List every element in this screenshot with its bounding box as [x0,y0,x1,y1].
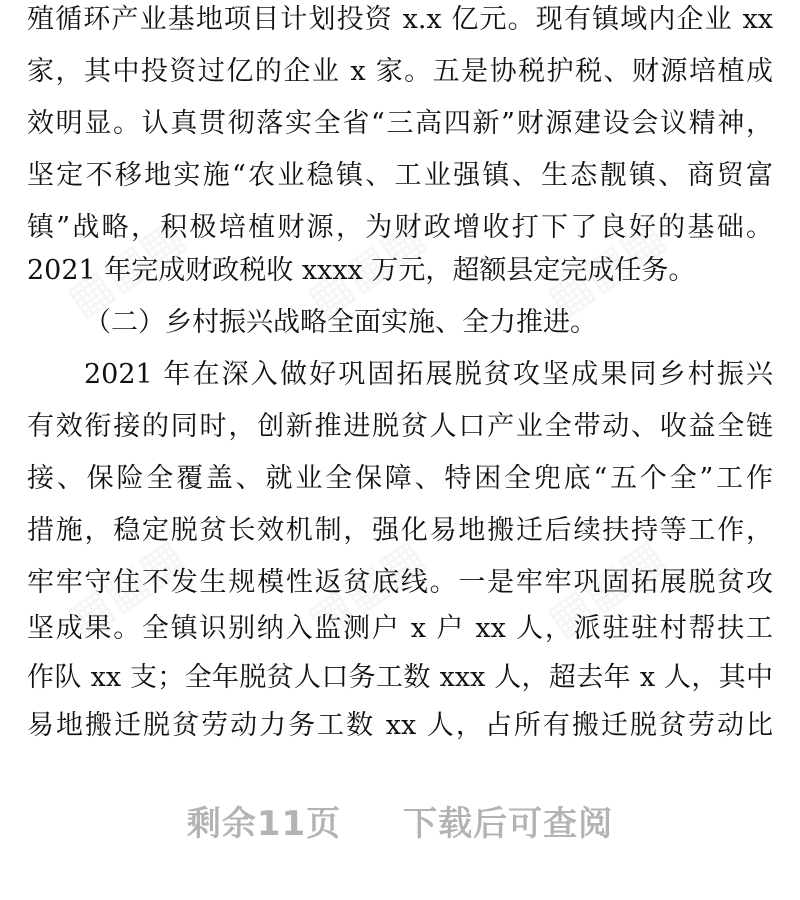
body-text-line: 坚定不移地实施“农业稳镇、工业强镇、生态靓镇、商贸富 [27,160,773,191]
body-text-line: 家，其中投资过亿的企业 x 家。五是协税护税、财源培植成 [27,56,773,87]
section-heading: （二）乡村振兴战略全面实施、全力推进。 [84,307,597,338]
body-text-line: 易地搬迁脱贫劳动力务工数 xx 人，占所有搬迁脱贫劳动比 [27,710,773,741]
body-text-line: 2021 年在深入做好巩固拓展脱贫攻坚成果同乡村振兴 [84,359,773,390]
body-text-line: 接、保险全覆盖、就业全保障、特困全兜底“五个全”工作 [27,463,773,494]
body-text-line: 2021 年完成财政税收 xxxx 万元，超额县定完成任务。 [27,255,696,286]
body-text-line: 镇”战略，积极培植财源，为财政增收打下了良好的基础。 [27,212,773,243]
body-text-line: 措施，稳定脱贫长效机制，强化易地搬迁后续扶持等工作， [27,515,773,546]
body-text-line: 效明显。认真贯彻落实全省“三高四新”财源建设会议精神， [27,108,773,139]
body-text-line: 坚成果。全镇识别纳入监测户 x 户 xx 人，派驻驻村帮扶工 [27,613,773,644]
body-text-line: 殖循环产业基地项目计划投资 x.x 亿元。现有镇域内企业 xx [27,4,773,35]
remaining-pages-label[interactable]: 剩余11页 [186,803,342,844]
body-text-line: 牢牢守住不发生规模性返贫底线。一是牢牢巩固拓展脱贫攻 [27,567,773,598]
body-text-line: 作队 xx 支；全年脱贫人口务工数 xxx 人，超去年 x 人，其中 [27,662,773,693]
download-to-view-label[interactable]: 下载后可查阅 [403,803,614,844]
body-text-line: 有效衔接的同时，创新推进脱贫人口产业全带动、收益全链 [27,411,773,442]
download-prompt-bar[interactable] [0,790,800,850]
